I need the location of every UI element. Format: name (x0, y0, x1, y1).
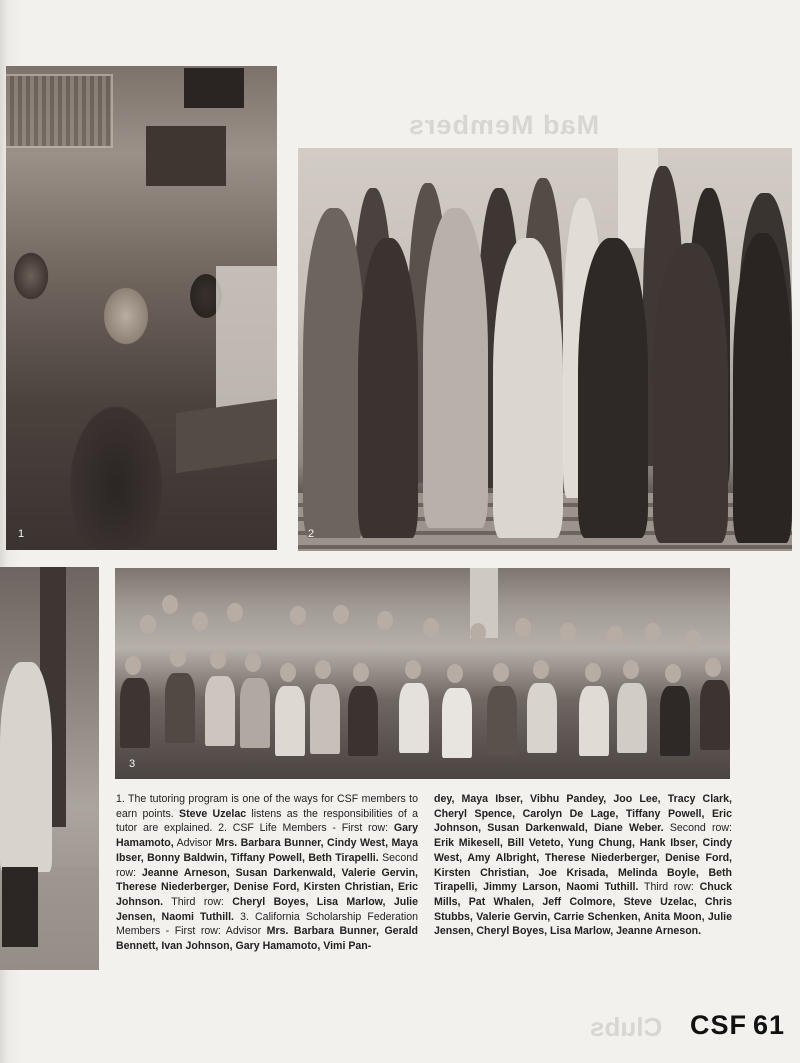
caption-text: listens as the responsibilities of a tutor are explained. 2. CSF Life Members - First row: (116, 807, 418, 835)
photo-figure (487, 686, 517, 756)
caption-names: Gary Hamamoto, (116, 822, 418, 850)
caption-names: Cheryl Boyes, Lisa Marlow, Julie Jensen, Naomi Tuthill. (116, 895, 418, 923)
photo-figure (162, 595, 178, 614)
photo-figure (653, 243, 728, 543)
photo-figure (275, 686, 305, 756)
page-number: 61 (753, 1010, 786, 1040)
photo-figure (353, 663, 369, 682)
photo-figure (607, 626, 623, 645)
caption-names: Steve Uzelac (179, 807, 247, 820)
photo-figure (399, 683, 429, 753)
photo-figure (165, 673, 195, 743)
photo-figure (560, 623, 576, 642)
photo-figure (310, 684, 340, 754)
photo-figure (533, 660, 549, 679)
photo-figure (120, 678, 150, 748)
photo-figure (493, 238, 563, 538)
caption-names: dey, Maya Ibser, Vibhu Pandey, Joo Lee, Tracy Clark, Cheryl Spence, Carolyn De Lage, Tiffany Powell, Eric Johnson, Susan Darkenwald, Diane Weber. (434, 793, 732, 835)
photo-figure (527, 683, 557, 753)
photo-tutoring (6, 66, 277, 550)
photo-figure (210, 650, 226, 669)
photo-figure (685, 630, 701, 649)
bleed-through-heading: Mad Members (408, 110, 600, 140)
caption-text: Advisor (173, 837, 216, 850)
caption-names: Chuck Mills, Pat Whalen, Jeff Colmore, Steve Uzelac, Chris Stubbs, Valerie Gervin, Carrie Schenken, Anita Moon, Julie Jensen, Cheryl Boyes, Lisa Marlow, Jeanne Arneson. (434, 881, 733, 938)
photo-figure (493, 663, 509, 682)
page-folio (690, 1010, 785, 1041)
photo-figure (617, 683, 647, 753)
photo-student-outdoors (0, 567, 99, 970)
photo-number: 3 (129, 758, 136, 770)
photo-figure (705, 658, 721, 677)
photo-figure (578, 238, 648, 538)
photo-figure (645, 623, 661, 642)
photo-figure (623, 660, 639, 679)
photo-figure (240, 678, 270, 748)
photo-figure (348, 686, 378, 756)
photo-figure (140, 615, 156, 634)
photo-figure (733, 233, 792, 543)
photo-figure (423, 208, 488, 528)
caption-left-column (116, 792, 418, 954)
photo-figure (358, 238, 418, 538)
photo-number: 2 (308, 528, 315, 540)
photo-figure (660, 686, 690, 756)
photo-life-members (298, 148, 792, 551)
photo-figure (205, 676, 235, 746)
photo-detail-desk (176, 399, 277, 473)
caption-text: Third row: (638, 881, 700, 894)
photo-figure (665, 664, 681, 683)
photo-figure (515, 618, 531, 637)
photo-figure (700, 680, 730, 750)
photo-detail-student (2, 867, 38, 947)
caption-text: 1. The tutoring program is one of the ways for CSF members to earn points. (116, 793, 418, 820)
caption-names: Erik Mikesell, Bill Veteto, Yung Chung, Hank Ibser, Cindy West, Amy Albright, Therese Niederberger, Denise Ford, Kirsten Christian, Joe Krisada, Melinda Boyle, Beth Tirapelli, Jimmy Larson, Naomi Tuthill. (434, 837, 732, 894)
caption-text: Second row: (663, 822, 732, 835)
caption-names: Mrs. Barbara Bunner, Gerald Bennett, Ivan Johnson, Gary Hamamoto, Vimi Pan- (116, 925, 418, 953)
photo-figure (470, 623, 486, 642)
photo-figure (447, 664, 463, 683)
photo-figure (227, 603, 243, 622)
photo-figure (280, 663, 296, 682)
photo-figure (192, 612, 208, 631)
photo-figure (315, 660, 331, 679)
photo-figure (579, 686, 609, 756)
photo-number: 1 (18, 528, 25, 540)
photo-detail-poster (184, 68, 244, 108)
caption-text: Second row: (116, 851, 419, 879)
photo-figure (423, 618, 439, 637)
photo-figure (377, 611, 393, 630)
caption-text: Third row: (163, 895, 233, 908)
photo-detail-student (0, 662, 52, 872)
photo-figure (442, 688, 472, 758)
section-name: CSF (690, 1010, 747, 1040)
photo-detail-poster (146, 126, 226, 186)
photo-figure (290, 606, 306, 625)
photo-figure (170, 648, 186, 667)
caption-names: Jeanne Arneson, Susan Darkenwald, Valerie Gervin, Therese Niederberger, Denise Ford, Kirsten Christian, Eric Johnson. (116, 866, 418, 908)
photo-figure (333, 605, 349, 624)
photo-figure (303, 208, 365, 538)
caption-right-column (434, 792, 732, 939)
photo-csf-members (115, 568, 730, 779)
caption-names: Mrs. Barbara Bunner, Cindy West, Maya Ibser, Bonny Baldwin, Tiffany Powell, Beth Tirapelli. (116, 837, 418, 864)
photo-figure (125, 656, 141, 675)
photo-figure (585, 663, 601, 682)
photo-figure (405, 660, 421, 679)
photo-figure (245, 653, 261, 672)
caption-text: 3. California Scholarship Federation Members - First row: Advisor (116, 910, 418, 938)
bleed-through-footer: Clubs (590, 1012, 663, 1042)
photo-detail-shelf (6, 74, 113, 148)
